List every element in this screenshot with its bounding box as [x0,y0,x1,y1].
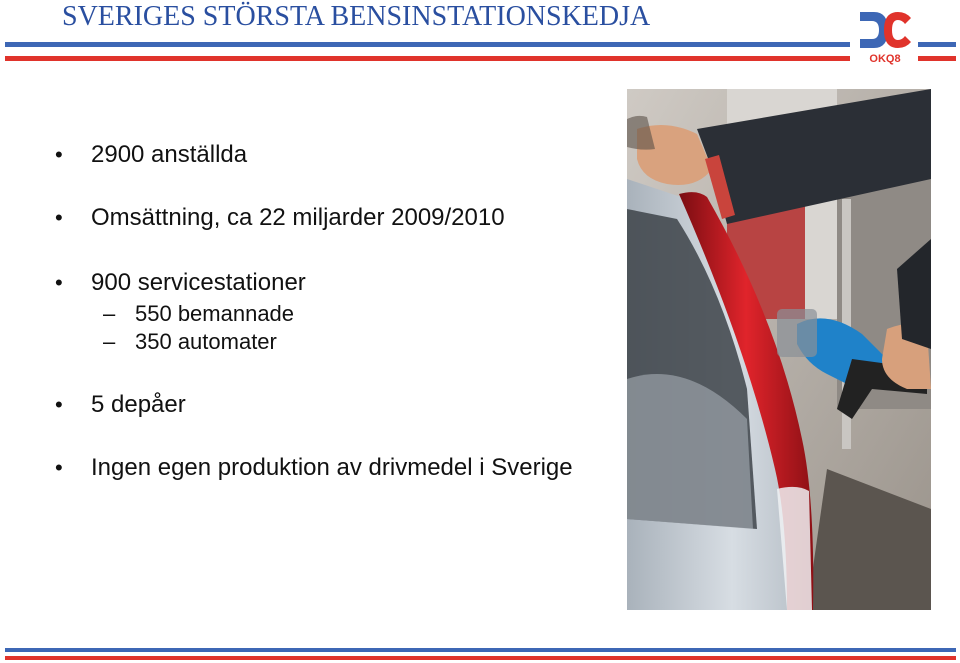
bullet-dot: • [55,392,63,417]
bullet-item [55,390,186,420]
bullet-text: Ingen egen produktion av drivmedel i Sverige [91,454,573,481]
refueling-car-photo [627,89,931,610]
bullet-item [55,203,505,233]
bullet-text: 5 depåer [91,391,186,418]
bullet-dot: • [55,270,63,295]
bullet-text: 900 servicestationer [91,269,306,296]
sub-bullet-dash: – [103,301,116,326]
bullet-dot: • [55,205,63,230]
sub-bullet-item [103,328,277,356]
header-red-stripe-right [918,56,956,61]
sub-bullet-item [103,300,294,328]
bullet-text: Omsättning, ca 22 miljarder 2009/2010 [91,204,505,231]
footer-blue-stripe [5,648,956,652]
footer-red-stripe [5,656,956,660]
header-blue-stripe [5,42,850,47]
page-title: SVERIGES STÖRSTA BENSINSTATIONSKEDJA [62,1,651,32]
bullet-item [55,268,306,298]
sub-bullet-dash: – [103,329,116,354]
bullet-text: 2900 anställda [91,141,248,168]
bullet-dot: • [55,142,63,167]
header-red-stripe [5,56,850,61]
sub-bullet-text: 350 automater [135,329,277,354]
bullet-dot: • [55,455,63,480]
bullet-item [55,140,247,170]
bullet-item [55,453,573,483]
sub-bullet-text: 550 bemannade [135,301,295,326]
logo-text: OKQ8 [869,53,901,65]
okq8-logo [854,6,916,66]
header-blue-stripe-right [918,42,956,47]
